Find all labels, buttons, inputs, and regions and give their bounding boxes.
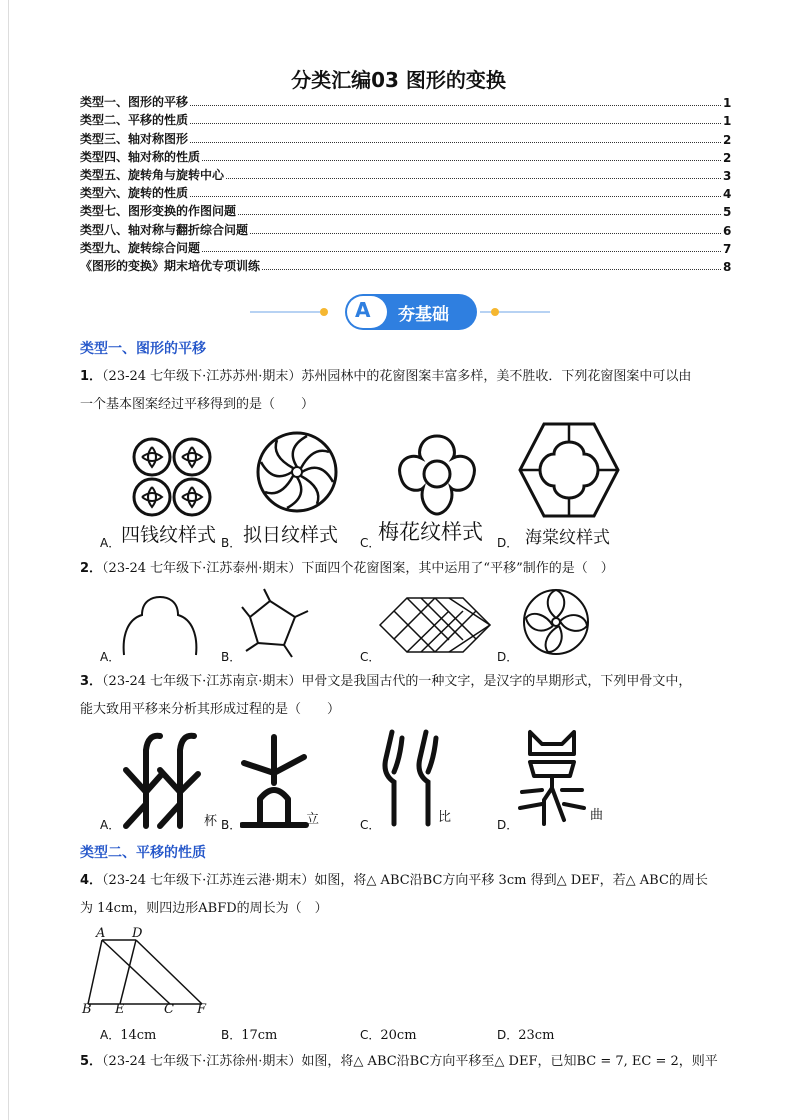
section-banner xyxy=(250,292,550,332)
q3-label-c: 比 xyxy=(438,810,452,825)
q2-option-b[interactable]: B． xyxy=(221,650,242,664)
q1-label-c: 梅花纹样式 xyxy=(378,520,483,544)
q4-option-b: B． xyxy=(221,1028,242,1042)
q4-option-c: C． xyxy=(360,1028,381,1042)
toc-entry[interactable] xyxy=(80,92,731,110)
q1-label-d: 海棠纹样式 xyxy=(525,528,610,548)
toc-leader-dots xyxy=(190,142,721,143)
toc-entry-label: 类型二、平移的性质 xyxy=(80,113,189,128)
toc-entry[interactable] xyxy=(80,201,731,219)
toc-entry[interactable] xyxy=(80,128,731,146)
toc-entry-page: 1 xyxy=(723,96,732,111)
q4-answer-c[interactable] xyxy=(360,1026,417,1043)
q2-figure-a-arches xyxy=(118,595,203,657)
q2-figure-c-diamond-lattice xyxy=(378,596,492,654)
q4-option-d: D． xyxy=(497,1028,519,1042)
question-4 xyxy=(80,872,730,918)
toc-entry-page: 8 xyxy=(723,259,732,274)
q3-option-c[interactable]: C． xyxy=(360,818,381,832)
q4-text-b: 为 14cm，则四边形ABFD的周长为（ ） xyxy=(80,901,328,916)
q3-figure-a-oracle-glyph xyxy=(118,730,208,830)
toc-leader-dots xyxy=(202,251,721,252)
toc-leader-dots xyxy=(262,269,721,270)
banner-dot-left xyxy=(320,308,328,316)
q3-label-b: 立 xyxy=(306,812,320,827)
q4-point-f: F xyxy=(197,1002,207,1017)
banner-dot-right xyxy=(491,308,499,316)
toc-leader-dots xyxy=(190,123,721,124)
q1-option-b[interactable]: B． xyxy=(221,536,242,550)
toc-entry-page: 6 xyxy=(723,223,732,238)
toc-entry-label: 类型六、旋转的性质 xyxy=(80,186,189,201)
q4-answer-a[interactable] xyxy=(100,1026,156,1043)
q3-figure-b-oracle-glyph xyxy=(240,733,310,828)
toc-entry-label: 类型三、轴对称图形 xyxy=(80,131,189,146)
toc-entry-page: 7 xyxy=(723,241,732,256)
toc-entry-label: 《图形的变换》期末培优专项训练 xyxy=(80,258,261,273)
q4-answer-c-text: 20cm xyxy=(380,1028,417,1043)
q4-point-e: E xyxy=(115,1002,125,1017)
q4-point-a: A xyxy=(96,926,106,941)
q4-answer-d[interactable] xyxy=(497,1026,554,1043)
q3-text-a: （23-24 七年级下·江苏南京·期末）甲骨文是我国古代的一种文字，是汉字的早期形式，下列甲骨文中， xyxy=(102,674,692,689)
q1-label-b: 拟日纹样式 xyxy=(243,524,339,546)
toc-entry-label: 类型七、图形变换的作图问题 xyxy=(80,204,237,219)
q2-text: （23-24 七年级下·江苏泰州·期末）下面四个花窗图案，其中运用了“平移”制作的是（ ） xyxy=(102,561,614,576)
toc-entry-page: 1 xyxy=(723,114,732,129)
toc-entry-label: 类型八、轴对称与翻折综合问题 xyxy=(80,222,249,237)
q1-option-a[interactable]: A． xyxy=(100,536,121,550)
q1-figure-c-plum-blossom xyxy=(395,432,480,517)
q1-text-a: （23-24 七年级下·江苏苏州·期末）苏州园林中的花窗图案丰富多样，美不胜收．下列花窗图案中可以由 xyxy=(102,369,692,384)
q2-number: 2． xyxy=(80,561,103,576)
toc-entry-page: 2 xyxy=(723,150,732,165)
q1-number: 1． xyxy=(80,369,103,384)
toc-entry[interactable] xyxy=(80,183,731,201)
toc-entry-label: 类型五、旋转角与旋转中心 xyxy=(80,167,225,182)
q5-text: （23-24 七年级下·江苏徐州·期末）如图，将△ ABC沿BC方向平移至△ DEF，已知BC = 7, EC = 2，则平 xyxy=(102,1054,718,1069)
section-heading-2: 类型二、平移的性质 xyxy=(80,845,206,861)
q3-label-d: 曲 xyxy=(590,808,604,823)
toc-entry[interactable] xyxy=(80,238,731,256)
q2-option-c[interactable]: C． xyxy=(360,650,381,664)
q1-text-b: 一个基本图案经过平移得到的是（ ） xyxy=(80,397,315,412)
toc-entry-page: 2 xyxy=(723,132,732,147)
q3-figure-d-oracle-glyph xyxy=(518,728,586,828)
q4-number: 4． xyxy=(80,873,103,888)
toc-entry[interactable] xyxy=(80,219,731,237)
q1-option-d[interactable]: D． xyxy=(497,536,519,550)
q2-figure-b-pentagon xyxy=(240,587,310,659)
toc-leader-dots xyxy=(202,160,721,161)
toc-entry-label: 类型四、轴对称的性质 xyxy=(80,149,201,164)
question-3 xyxy=(80,673,730,719)
toc-entry[interactable] xyxy=(80,110,731,128)
q4-option-a: A． xyxy=(100,1028,121,1042)
q3-option-d[interactable]: D． xyxy=(497,818,519,832)
toc-leader-dots xyxy=(238,214,721,215)
toc-entry-label: 类型九、旋转综合问题 xyxy=(80,240,201,255)
q3-text-b: 能大致用平移来分析其形成过程的是（ ） xyxy=(80,702,341,717)
q4-text-a: （23-24 七年级下·江苏连云港·期末）如图，将△ ABC沿BC方向平移 3cm 得到△ DEF，若△ ABC的周长 xyxy=(102,873,708,888)
page-edge xyxy=(8,0,9,1120)
q2-option-a[interactable]: A． xyxy=(100,650,121,664)
q4-answer-b[interactable] xyxy=(221,1026,277,1043)
table-of-contents xyxy=(80,92,731,274)
q4-answer-d-text: 23cm xyxy=(518,1028,555,1043)
q3-number: 3． xyxy=(80,674,103,689)
question-5 xyxy=(80,1053,730,1071)
q4-point-b: B xyxy=(82,1002,92,1017)
toc-entry-page: 3 xyxy=(723,168,732,183)
toc-entry-page: 5 xyxy=(723,205,732,220)
q4-answer-a-text: 14cm xyxy=(120,1028,157,1043)
toc-entry[interactable] xyxy=(80,147,731,165)
toc-entry[interactable] xyxy=(80,256,731,274)
q1-figure-a-four-coins xyxy=(130,435,220,520)
toc-leader-dots xyxy=(250,233,721,234)
q3-option-b[interactable]: B． xyxy=(221,818,242,832)
q5-number: 5． xyxy=(80,1054,103,1069)
banner-text: 夯基础 xyxy=(398,305,449,325)
q1-figure-d-begonia xyxy=(518,420,620,520)
q3-option-a[interactable]: A． xyxy=(100,818,121,832)
toc-leader-dots xyxy=(190,105,721,106)
q4-answer-b-text: 17cm xyxy=(241,1028,278,1043)
toc-leader-dots xyxy=(190,196,721,197)
q3-label-a: 杯 xyxy=(204,814,218,829)
section-heading-1: 类型一、图形的平移 xyxy=(80,341,206,357)
q1-label-a: 四钱纹样式 xyxy=(121,524,217,546)
question-1 xyxy=(80,368,730,414)
q1-option-c[interactable]: C． xyxy=(360,536,381,550)
q4-point-c: C xyxy=(164,1002,174,1017)
toc-leader-dots xyxy=(226,178,721,179)
q2-option-d[interactable]: D． xyxy=(497,650,519,664)
page-title: 分类汇编03 图形的变换 xyxy=(291,68,506,92)
toc-entry[interactable] xyxy=(80,165,731,183)
toc-entry-label: 类型一、图形的平移 xyxy=(80,95,189,110)
toc-entry-page: 4 xyxy=(723,187,732,202)
q2-figure-d-five-petal xyxy=(520,588,592,656)
question-2 xyxy=(80,560,730,578)
q4-point-d: D xyxy=(132,926,143,941)
banner-letter: A xyxy=(355,298,371,322)
q1-figure-b-sun-pattern xyxy=(255,430,340,515)
